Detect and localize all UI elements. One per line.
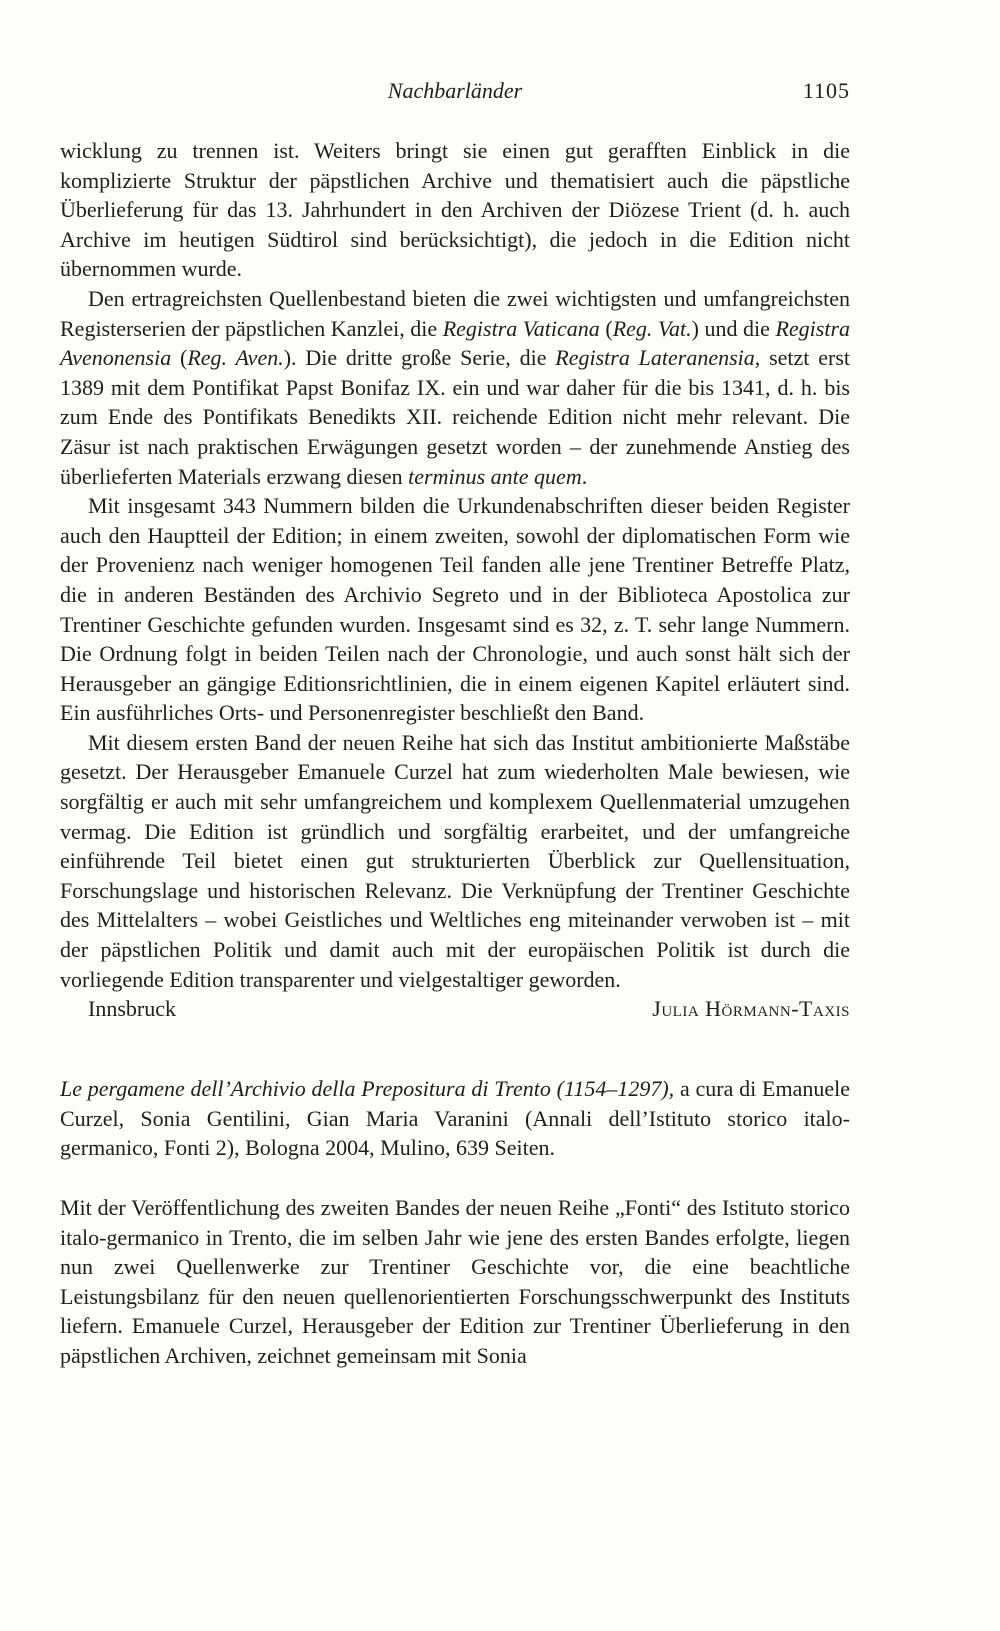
review2-title-rest: a cura di Emanuele Curzel, Sonia Gentilini, Gian Maria Varanini (Annali dell’Istituto storico italo-germanico, Fonti 2), Bologna 2004, Mulino, 639 Seiten. <box>60 1076 850 1161</box>
italic-run: Reg. Vat. <box>612 315 692 341</box>
italic-run: Registra Vaticana <box>442 315 600 341</box>
signature-author: Julia Hörmann-Taxis <box>652 996 850 1022</box>
review2-title: Le pergamene dell’Archivio della Prepositura di Trento (1154–1297), <box>60 1076 675 1102</box>
signature-place: Innsbruck <box>88 996 176 1022</box>
review-signature <box>60 994 850 1024</box>
text-run: ). Die dritte große Serie, die <box>283 345 556 371</box>
page-body <box>60 136 850 1371</box>
text-run: ) und die <box>691 315 776 341</box>
review2-bibliographic-heading <box>60 1074 850 1163</box>
running-header <box>60 78 850 118</box>
review1-paragraph-3: Mit insgesamt 343 Nummern bilden die Urkundenabschriften dieser beiden Register auch den Hauptteil der Edition; in einem zweiten, sowohl der diplomatischen Form wie der Provenienz nach weniger homogenen Teil fanden alle jene Trentiner Betreffe Platz, die in anderen Beständen des Archivio Segreto und in der Biblioteca Apostolica zur Trentiner Geschichte gefunden wurden. Insgesamt sind es 32, z. T. sehr lange Nummern. Die Ordnung folgt in beiden Teilen nach der Chronologie, und auch sonst hält sich der Herausgeber an gängige Editionsrichtlinien, die in einem eigenen Kapitel erläutert sind. Ein ausführliches Orts- und Personenregister beschließt den Band. <box>60 493 850 726</box>
running-title: Nachbarländer <box>387 78 523 103</box>
italic-run: Registra Lateranensia <box>555 345 755 371</box>
review1-paragraph-4: Mit diesem ersten Band der neuen Reihe hat sich das Institut ambitionierte Maßstäbe gesetzt. Der Herausgeber Emanuele Curzel hat zum wiederholten Male bewiesen, wie sorgfältig er auch mit sehr umfangreichem und komplexem Quellenmaterial umzugehen vermag. Die Edition ist gründlich und sorgfältig erarbeitet, und der umfangreiche einführende Teil bietet einen gut strukturierten Überblick zur Quellensituation, Forschungslage und historischen Relevanz. Die Verknüpfung der Trentiner Geschichte des Mittelalters – wobei Geistliches und Weltliches eng miteinander verwoben ist – mit der päpstlichen Politik und damit auch mit der europäischen Politik ist durch die vorliegende Edition transparenter und vielgestaltiger geworden. <box>60 729 850 992</box>
review1-paragraph-2 <box>60 284 850 491</box>
text-run: Den ertragreichsten Quellenbestand bieten die zwei wichtigsten und umfangreichsten Registerserien der päpstlichen Kanzlei, die <box>60 285 850 341</box>
text-run: . <box>581 463 588 489</box>
text-run: ( <box>599 315 613 341</box>
italic-run: terminus ante quem <box>408 463 582 489</box>
review2-paragraph-1: Mit der Veröffentlichung des zweiten Bandes der neuen Reihe „Fonti“ des Istituto storico italo-germanico in Trento, die im selben Jahr wie jene des ersten Bandes erfolgte, liegen nun zwei Quellenwerke zur Trentiner Geschichte vor, die eine beachtliche Leistungsbilanz für den neuen quellenorientierten Forschungsschwerpunkt des Instituts liefern. Emanuele Curzel, Herausgeber der Edition zur Trentiner Überlieferung in den päpstlichen Archiven, zeichnet gemeinsam mit Sonia <box>60 1195 850 1368</box>
italic-run: Registra Avenonensia <box>60 315 851 371</box>
text-run: , setzt erst 1389 mit dem Pontifikat Papst Bonifaz IX. ein und war daher für die bis 1341, d. h. bis zum Ende des Pontifikats Benedikts XII. reichende Edition nicht mehr relevant. Die Zäsur ist nach praktischen Erwägungen gesetzt worden – der zunehmende Anstieg des überlieferten Materials erzwang diesen <box>60 345 850 489</box>
review2-body <box>60 1193 850 1371</box>
italic-run: Reg. Aven. <box>187 345 284 371</box>
page-number: 1105 <box>802 78 850 103</box>
text-run: ( <box>171 345 188 371</box>
review1-paragraph-1: wicklung zu trennen ist. Weiters bringt sie einen gut gerafften Einblick in die komplizierte Struktur der päpstlichen Archive und thematisiert auch die päpstliche Überlieferung für das 13. Jahrhundert in den Archiven der Diözese Trient (d. h. auch Archive im heutigen Südtirol sind berücksichtigt), die jedoch in die Edition nicht übernommen wurde. <box>60 138 850 282</box>
